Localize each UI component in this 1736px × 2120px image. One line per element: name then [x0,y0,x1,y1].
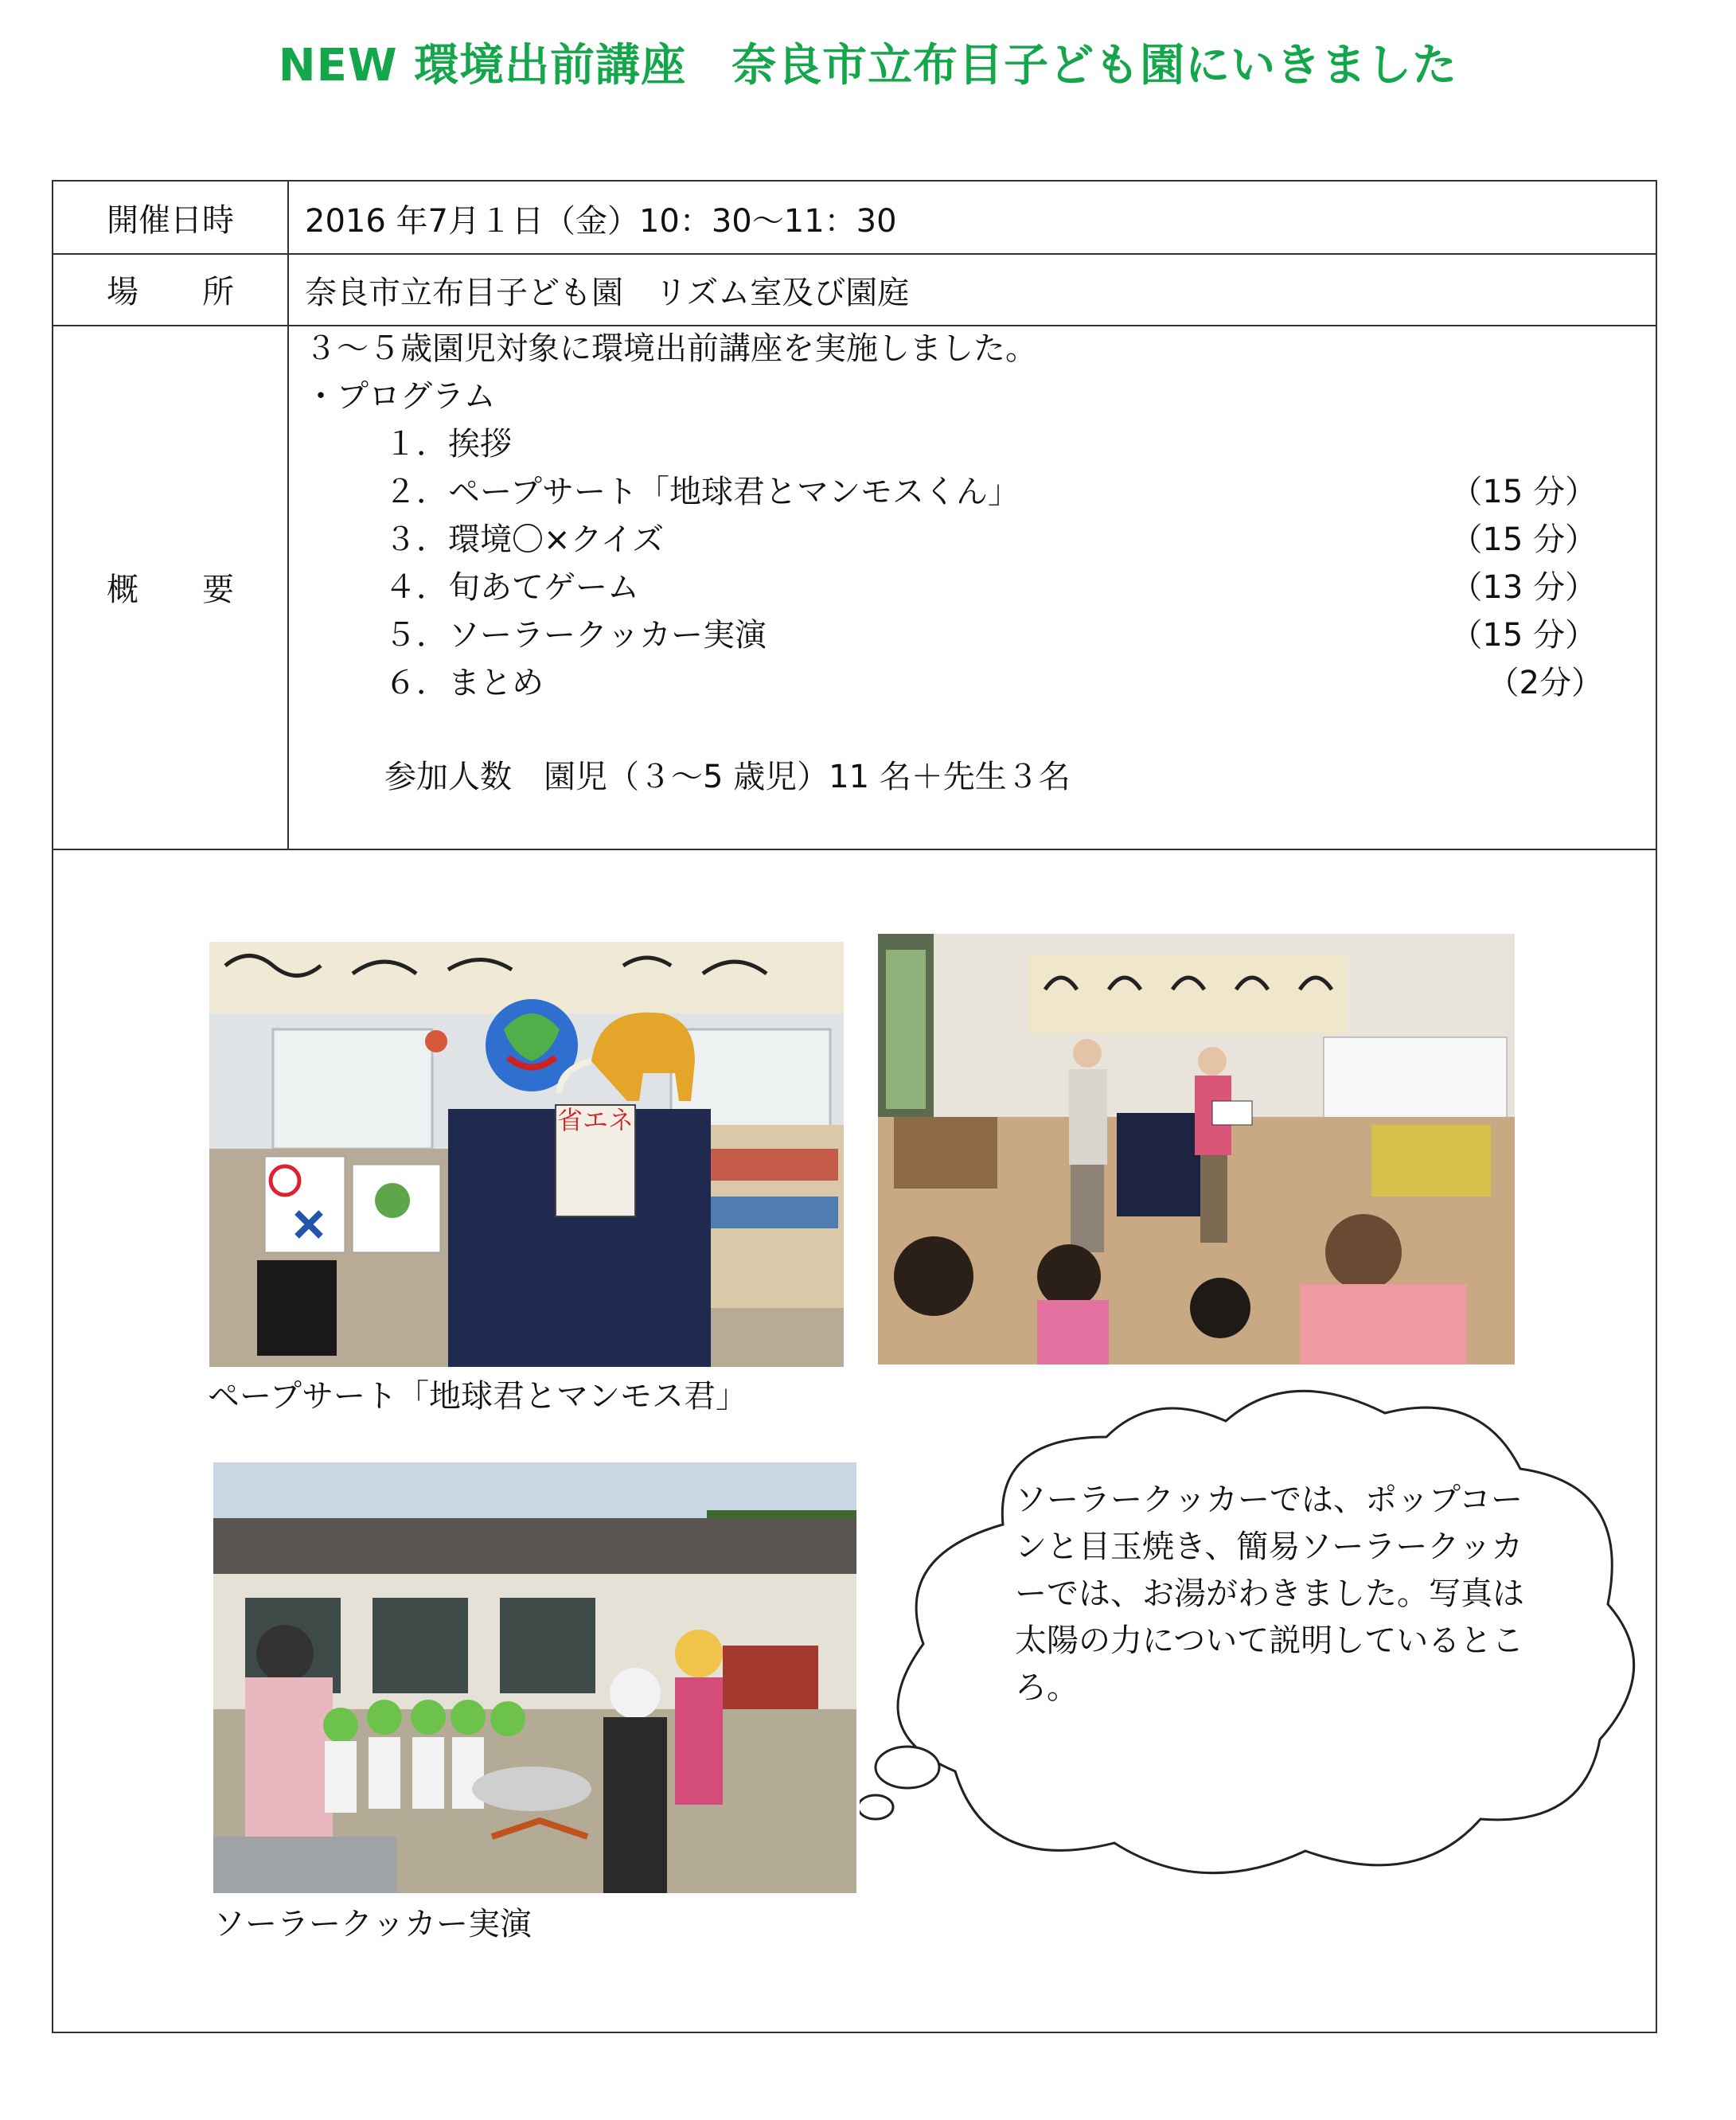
program-item: ５．ソーラークッカー実演 [384,617,767,654]
photo-caption-solar: ソーラークッカー実演 [213,1906,532,1942]
program-item: ６．まとめ [384,665,544,701]
program-item: ３．環境〇×クイズ [384,521,665,558]
photo-solar-cooker [213,1462,856,1893]
program-item-time: （13 分） [1450,569,1597,606]
date-row [53,182,1656,255]
summary-intro: ３〜５歳園児対象に環境出前講座を実施しました。 [305,330,1037,367]
photo-caption-puppet: ペープサート「地球君とマンモス君」 [208,1378,747,1415]
bubble-text: ソーラークッカーでは、ポップコーンと目玉焼き、簡易ソーラークッカーでは、お湯がわきました。写真は太陽の力について説明しているところ。 [1015,1482,1524,1706]
summary-row [53,325,1656,850]
program-item-time: （15 分） [1450,521,1597,558]
date-value: 2016 年7月１日（金）10：30〜11：30 [305,203,897,240]
photo-puppet-show [209,942,844,1367]
program-item-time: （2分） [1487,665,1603,701]
place-row [53,253,1656,326]
program-item-time: （15 分） [1450,617,1597,654]
place-value: 奈良市立布目子ども園 リズム室及び園庭 [305,275,910,311]
puppet-sign-text: 省エネ [556,1105,634,1135]
program-item: ２．ペープサート「地球君とマンモスくん」 [384,474,1020,510]
program-item: ４．旬あてゲーム [384,569,639,606]
program-item: １．挨拶 [384,426,512,463]
program-item-time: （15 分） [1450,474,1597,510]
date-label: 開催日時 [53,182,289,253]
program-heading: ・プログラム [305,378,496,415]
summary-label: 概 要 [53,325,289,849]
participants-count: 参加人数 園児（３〜5 歳児）11 名＋先生３名 [384,759,1071,795]
place-label: 場 所 [53,253,289,325]
photo-rhythm-room [878,934,1515,1365]
page-title: NEW 環境出前講座 奈良市立布目子ども園にいきました [278,40,1458,92]
